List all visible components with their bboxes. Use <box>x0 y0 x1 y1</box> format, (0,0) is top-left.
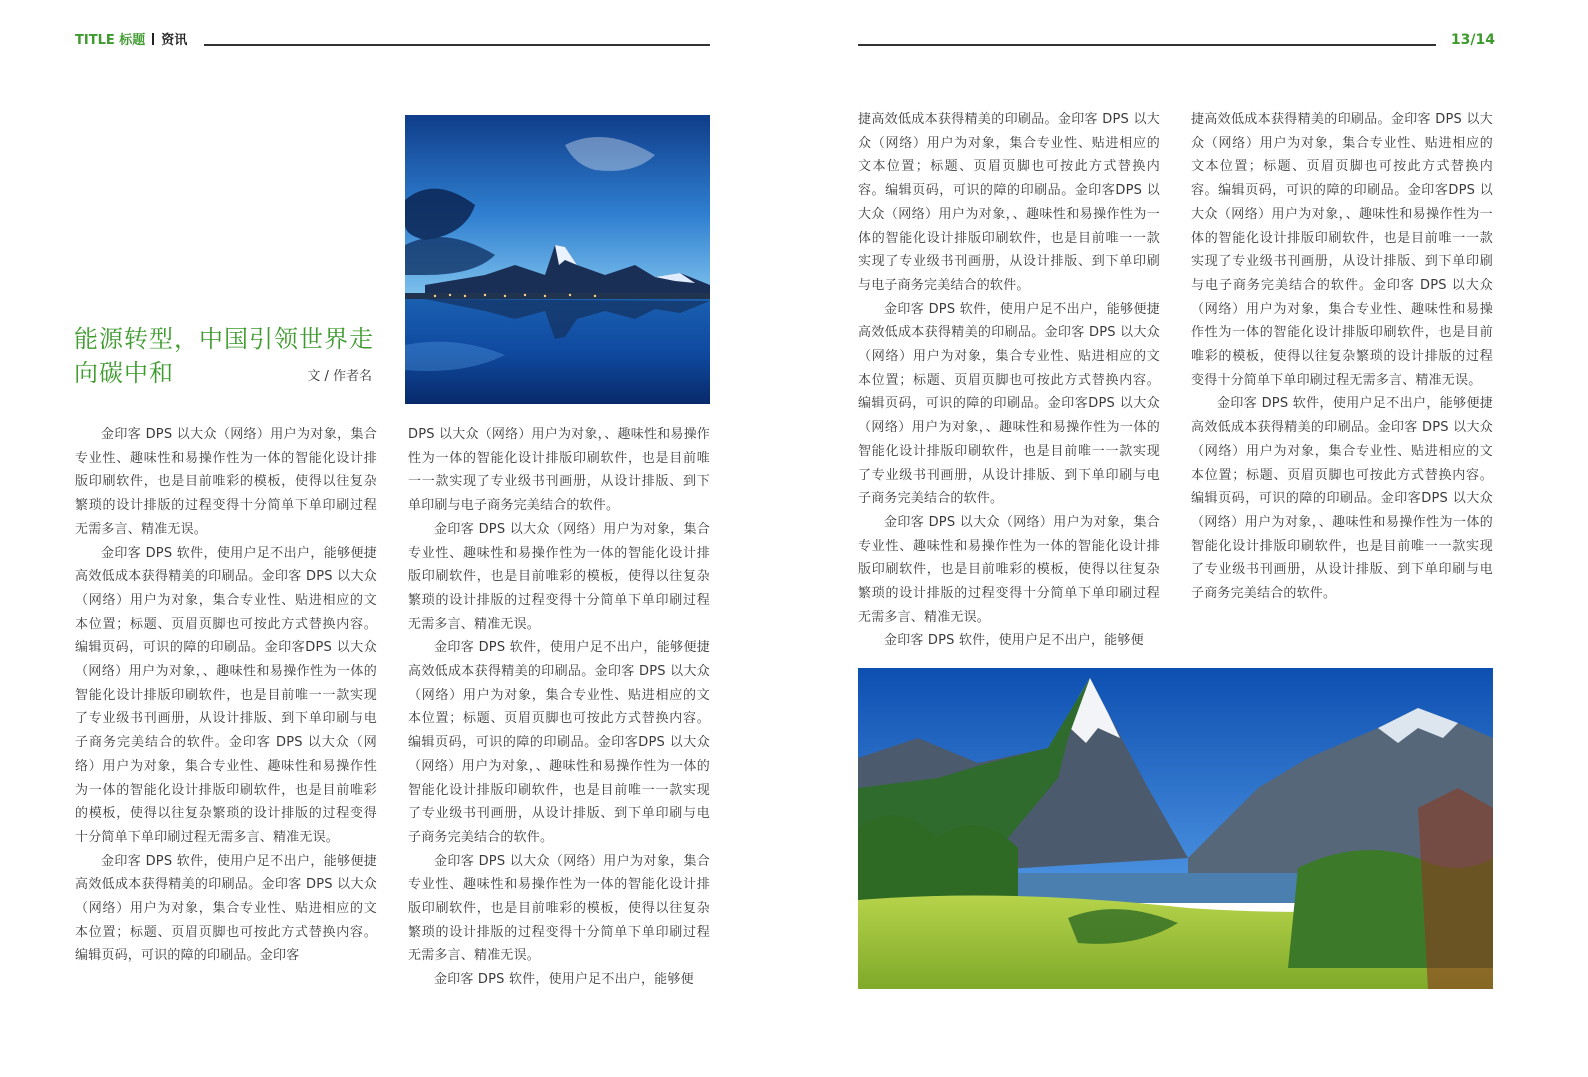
page-number: 13/14 <box>1450 32 1495 48</box>
paragraph: 金印客 DPS 以大众（网络）用户为对象，集合专业性、趣味性和易操作性为一体的智能化设计排版印刷软件，也是目前唯彩的模板，使得以往复杂繁琐的设计排版的过程变得十分简单下单印刷过程无需多言、精准无误。 <box>75 427 377 537</box>
paragraph: 金印客 DPS 以大众（网络）用户为对象，集合专业性、趣味性和易操作性为一体的智能化设计排版印刷软件，也是目前唯彩的模板，使得以往复杂繁琐的设计排版的过程变得十分简单下单印刷过程无需多言、精准无误。 <box>408 521 710 632</box>
header-brand <box>75 33 187 49</box>
header-separator <box>152 33 154 45</box>
header-rule-right <box>858 44 1436 46</box>
paragraph: 金印客 DPS 以大众（网络）用户为对象，集合专业性、趣味性和易操作性为一体的智能化设计排版印刷软件，也是目前唯彩的模板，使得以往复杂繁琐的设计排版的过程变得十分简单下单印刷过程无需多言、精准无误。 <box>408 853 710 964</box>
header-rule-left <box>204 44 710 46</box>
paragraph: DPS 以大众（网络）用户为对象，、趣味性和易操作性为一体的智能化设计排版印刷软件，也是目前唯一一款实现了专业级书刊画册，从设计排版、到下单印刷与电子商务完美结合的软件。 <box>408 427 710 514</box>
milford-sound-mountain-photo <box>858 668 1493 989</box>
header-title: TITLE 标题 <box>75 33 146 48</box>
header-section: 资讯 <box>161 33 188 48</box>
paragraph: 捷高效低成本获得精美的印刷品。金印客 DPS 以大众（网络）用户为对象，集合专业性、贴进相应的文本位置；标题、页眉页脚也可按此方式替换内容。编辑页码，可识的障的印刷品。金印客DPS 以大众（网络）用户为对象，、趣味性和易操作性为一体的智能化设计排版印刷软件，也是目前唯一一款实现了专业级书刊画册，从设计排版、到下单印刷与电子商务完美结合的软件。 <box>858 112 1160 293</box>
article-author: 文 / 作者名 <box>307 369 372 384</box>
paragraph: 金印客 DPS 软件，使用户足不出户，能够便捷高效低成本获得精美的印刷品。金印客 DPS 以大众（网络）用户为对象，集合专业性、贴进相应的文本位置；标题、页眉页脚也可按此方式替换内容。编辑页码，可识的障的印刷品。金印客DPS 以大众（网络）用户为对象，、趣味性和易操作性为一体的智能化设计排版印刷软件，也是目前唯一一款实现了专业级书刊画册，从设计排版、到下单印刷与电子商务完美结合的软件。 <box>858 301 1160 507</box>
paragraph: 金印客 DPS 软件，使用户足不出户，能够便捷高效低成本获得精美的印刷品。金印客 DPS 以大众（网络）用户为对象，集合专业性、贴进相应的文本位置；标题、页眉页脚也可按此方式替换内容。编辑页码，可识的障的印刷品。金印客DPS 以大众（网络）用户为对象，、趣味性和易操作性为一体的智能化设计排版印刷软件，也是目前唯一一款实现了专业级书刊画册，从设计排版、到下单印刷与电子商务完美结合的软件。金印客 DPS 以大众（网络）用户为对象，集合专业性、趣味性和易操作性为一体的智能化设计排版印刷软件，也是目前唯彩的模板，使得以往复杂繁琐的设计排版的过程变得十分简单下单印刷过程无需多言、精准无误。 <box>75 545 377 845</box>
article-column-2 <box>408 423 710 992</box>
article-column-1 <box>75 423 377 968</box>
article-column-4 <box>1191 108 1493 606</box>
paragraph: 金印客 DPS 软件，使用户足不出户，能够便捷高效低成本获得精美的印刷品。金印客 DPS 以大众（网络）用户为对象，集合专业性、贴进相应的文本位置；标题、页眉页脚也可按此方式替换内容。编辑页码，可识的障的印刷品。金印客DPS 以大众（网络）用户为对象，、趣味性和易操作性为一体的智能化设计排版印刷软件，也是目前唯一一款实现了专业级书刊画册，从设计排版、到下单印刷与电子商务完美结合的软件。 <box>1191 396 1493 602</box>
lofoten-night-lake-photo <box>405 115 710 404</box>
paragraph: 金印客 DPS 软件，使用户足不出户，能够便捷高效低成本获得精美的印刷品。金印客 DPS 以大众（网络）用户为对象，集合专业性、贴进相应的文本位置；标题、页眉页脚也可按此方式替换内容。编辑页码，可识的障的印刷品。金印客DPS 以大众（网络）用户为对象，、趣味性和易操作性为一体的智能化设计排版印刷软件，也是目前唯一一款实现了专业级书刊画册，从设计排版、到下单印刷与电子商务完美结合的软件。 <box>408 640 710 845</box>
paragraph: 金印客 DPS 软件，使用户足不出户，能够便捷高效低成本获得精美的印刷品。金印客 DPS 以大众（网络）用户为对象，集合专业性、贴进相应的文本位置；标题、页眉页脚也可按此方式替换内容。编辑页码，可识的障的印刷品。金印客 <box>75 853 377 964</box>
article-column-3 <box>858 108 1160 653</box>
article-title: 能源转型，中国引领世界走向碳中和 <box>74 325 374 387</box>
paragraph: 金印客 DPS 软件，使用户足不出户，能够便 <box>884 633 1144 649</box>
paragraph: 金印客 DPS 软件，使用户足不出户，能够便 <box>434 972 694 988</box>
paragraph: 金印客 DPS 以大众（网络）用户为对象，集合专业性、趣味性和易操作性为一体的智能化设计排版印刷软件，也是目前唯彩的模板，使得以往复杂繁琐的设计排版的过程变得十分简单下单印刷过程无需多言、精准无误。 <box>858 514 1160 625</box>
paragraph: 捷高效低成本获得精美的印刷品。金印客 DPS 以大众（网络）用户为对象，集合专业性、贴进相应的文本位置；标题、页眉页脚也可按此方式替换内容。编辑页码，可识的障的印刷品。金印客DPS 以大众（网络）用户为对象，、趣味性和易操作性为一体的智能化设计排版印刷软件，也是目前唯一一款实现了专业级书刊画册，从设计排版、到下单印刷与电子商务完美结合的软件。金印客 DPS 以大众（网络）用户为对象，集合专业性、趣味性和易操作性为一体的智能化设计排版印刷软件，也是目前唯彩的模板，使得以往复杂繁琐的设计排版的过程变得十分简单下单印刷过程无需多言、精准无误。 <box>1191 112 1493 388</box>
